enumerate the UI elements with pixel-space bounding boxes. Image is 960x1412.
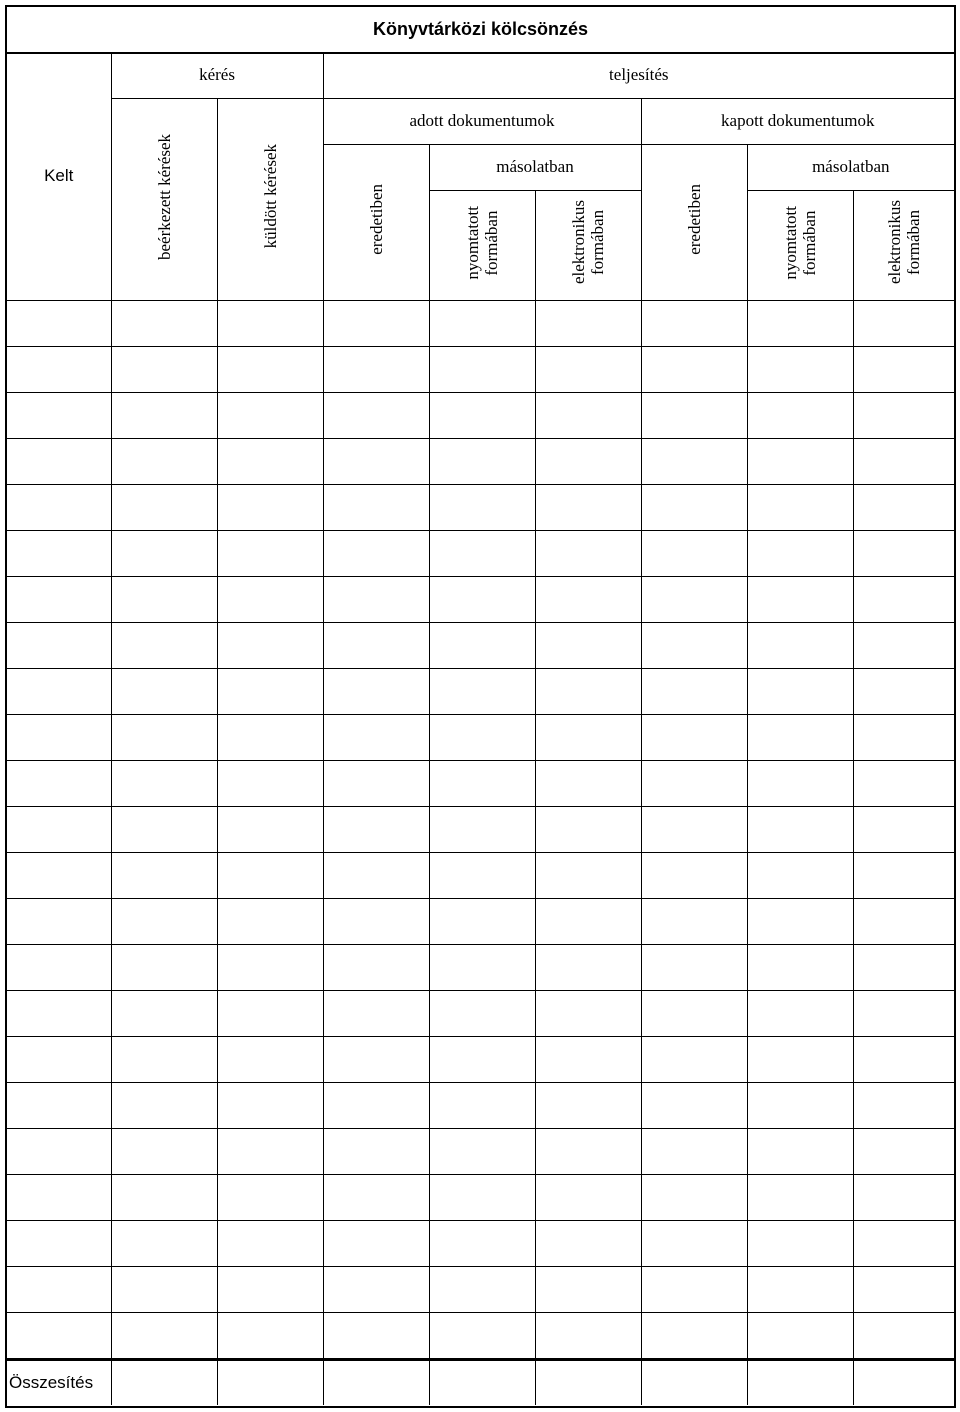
count-cell[interactable] [853, 760, 954, 806]
header-kuldott-label: küldött kérések [260, 144, 280, 249]
summary-cell[interactable] [535, 1359, 641, 1405]
count-cell[interactable] [853, 1174, 954, 1220]
label-line: formában [588, 209, 607, 276]
count-cell[interactable] [429, 392, 535, 438]
count-cell[interactable] [747, 990, 853, 1036]
count-cell[interactable] [747, 760, 853, 806]
count-cell[interactable] [217, 990, 323, 1036]
count-cell[interactable] [747, 1312, 853, 1359]
count-cell[interactable] [535, 1128, 641, 1174]
count-cell[interactable] [853, 714, 954, 760]
count-cell[interactable] [323, 300, 429, 346]
table-row [7, 346, 954, 392]
count-cell[interactable] [747, 300, 853, 346]
count-cell[interactable] [535, 1036, 641, 1082]
count-cell[interactable] [747, 898, 853, 944]
date-cell[interactable] [7, 300, 111, 346]
count-cell[interactable] [217, 898, 323, 944]
table-row [7, 760, 954, 806]
header-teljesites: teljesítés [323, 52, 954, 98]
summary-row [7, 1359, 954, 1405]
count-cell[interactable] [853, 438, 954, 484]
count-cell[interactable] [535, 990, 641, 1036]
header-elektronikus-adott [535, 190, 641, 300]
count-cell[interactable] [535, 944, 641, 990]
count-cell[interactable] [323, 484, 429, 530]
count-cell[interactable] [535, 1174, 641, 1220]
count-cell[interactable] [747, 1082, 853, 1128]
count-cell[interactable] [641, 530, 747, 576]
count-cell[interactable] [217, 668, 323, 714]
count-cell[interactable] [429, 1082, 535, 1128]
count-cell[interactable] [641, 346, 747, 392]
count-cell[interactable] [429, 760, 535, 806]
header-beerkezett-label: beérkezett kérések [154, 133, 174, 260]
label-line: formában [482, 209, 501, 276]
table-row [7, 806, 954, 852]
table-row [7, 1266, 954, 1312]
count-cell[interactable] [535, 530, 641, 576]
count-cell[interactable] [111, 1220, 217, 1266]
count-cell[interactable] [323, 1128, 429, 1174]
date-cell[interactable] [7, 438, 111, 484]
count-cell[interactable] [217, 1220, 323, 1266]
count-cell[interactable] [535, 760, 641, 806]
count-cell[interactable] [323, 1312, 429, 1359]
label-line: elektronikus [569, 200, 588, 285]
count-cell[interactable] [747, 668, 853, 714]
table-row [7, 438, 954, 484]
summary-cell[interactable] [853, 1359, 954, 1405]
header-nyomtatott-adott [429, 190, 535, 300]
count-cell[interactable] [111, 576, 217, 622]
table-row [7, 300, 954, 346]
count-cell[interactable] [853, 898, 954, 944]
date-cell[interactable] [7, 990, 111, 1036]
count-cell[interactable] [535, 438, 641, 484]
count-cell[interactable] [853, 392, 954, 438]
count-cell[interactable] [747, 346, 853, 392]
count-cell[interactable] [323, 622, 429, 668]
header-eredetiben-kapott [641, 144, 747, 300]
count-cell[interactable] [535, 576, 641, 622]
count-cell[interactable] [535, 1082, 641, 1128]
count-cell[interactable] [429, 300, 535, 346]
summary-cell[interactable] [323, 1359, 429, 1405]
count-cell[interactable] [111, 714, 217, 760]
header-kelt: Kelt [7, 52, 111, 300]
count-cell[interactable] [111, 1312, 217, 1359]
count-cell[interactable] [429, 852, 535, 898]
count-cell[interactable] [323, 944, 429, 990]
count-cell[interactable] [641, 668, 747, 714]
count-cell[interactable] [853, 622, 954, 668]
count-cell[interactable] [429, 1266, 535, 1312]
count-cell[interactable] [641, 1220, 747, 1266]
count-cell[interactable] [217, 1128, 323, 1174]
count-cell[interactable] [641, 806, 747, 852]
table-row [7, 484, 954, 530]
count-cell[interactable] [853, 852, 954, 898]
count-cell[interactable] [429, 1220, 535, 1266]
count-cell[interactable] [641, 392, 747, 438]
header-nyomtatott-kapott [747, 190, 853, 300]
count-cell[interactable] [111, 1082, 217, 1128]
date-cell[interactable] [7, 1266, 111, 1312]
table-row [7, 944, 954, 990]
count-cell[interactable] [853, 990, 954, 1036]
count-cell[interactable] [641, 622, 747, 668]
count-cell[interactable] [641, 714, 747, 760]
table-row [7, 392, 954, 438]
count-cell[interactable] [323, 990, 429, 1036]
summary-cell[interactable] [429, 1359, 535, 1405]
count-cell[interactable] [747, 714, 853, 760]
count-cell[interactable] [217, 1174, 323, 1220]
count-cell[interactable] [217, 1082, 323, 1128]
count-cell[interactable] [217, 806, 323, 852]
table-row [7, 576, 954, 622]
count-cell[interactable] [641, 898, 747, 944]
count-cell[interactable] [111, 990, 217, 1036]
count-cell[interactable] [747, 576, 853, 622]
count-cell[interactable] [323, 714, 429, 760]
count-cell[interactable] [535, 484, 641, 530]
header-elektronikus-kapott-label [885, 200, 923, 284]
count-cell[interactable] [323, 852, 429, 898]
count-cell[interactable] [535, 346, 641, 392]
header-masolatban-adott: másolatban [429, 144, 641, 190]
count-cell[interactable] [747, 530, 853, 576]
count-cell[interactable] [111, 438, 217, 484]
count-cell[interactable] [217, 1266, 323, 1312]
summary-cell[interactable] [111, 1359, 217, 1405]
table-row [7, 898, 954, 944]
count-cell[interactable] [747, 806, 853, 852]
count-cell[interactable] [641, 990, 747, 1036]
count-cell[interactable] [747, 484, 853, 530]
count-cell[interactable] [217, 346, 323, 392]
table-row [7, 990, 954, 1036]
count-cell[interactable] [853, 806, 954, 852]
count-cell[interactable] [535, 1312, 641, 1359]
summary-cell[interactable] [641, 1359, 747, 1405]
count-cell[interactable] [111, 1128, 217, 1174]
count-cell[interactable] [853, 530, 954, 576]
header-adott: adott dokumentumok [323, 98, 641, 144]
summary-cell[interactable] [217, 1359, 323, 1405]
count-cell[interactable] [217, 622, 323, 668]
count-cell[interactable] [429, 1312, 535, 1359]
count-cell[interactable] [323, 898, 429, 944]
date-cell[interactable] [7, 346, 111, 392]
count-cell[interactable] [853, 484, 954, 530]
summary-label: Összesítés [7, 1359, 111, 1405]
count-cell[interactable] [429, 484, 535, 530]
count-cell[interactable] [323, 1220, 429, 1266]
count-cell[interactable] [535, 668, 641, 714]
count-cell[interactable] [853, 300, 954, 346]
count-cell[interactable] [429, 1036, 535, 1082]
lending-table [7, 52, 954, 1405]
count-cell[interactable] [323, 1036, 429, 1082]
count-cell[interactable] [323, 576, 429, 622]
count-cell[interactable] [111, 346, 217, 392]
count-cell[interactable] [535, 898, 641, 944]
count-cell[interactable] [429, 944, 535, 990]
count-cell[interactable] [747, 392, 853, 438]
count-cell[interactable] [429, 714, 535, 760]
count-cell[interactable] [747, 1220, 853, 1266]
count-cell[interactable] [747, 944, 853, 990]
count-cell[interactable] [217, 300, 323, 346]
count-cell[interactable] [429, 530, 535, 576]
count-cell[interactable] [641, 438, 747, 484]
count-cell[interactable] [217, 530, 323, 576]
header-nyomtatott-adott-label [463, 206, 501, 280]
count-cell[interactable] [323, 438, 429, 484]
count-cell[interactable] [535, 300, 641, 346]
count-cell[interactable] [111, 530, 217, 576]
date-cell[interactable] [7, 944, 111, 990]
header-kuldott [217, 98, 323, 300]
label-line: formában [800, 209, 819, 276]
table-row [7, 530, 954, 576]
lending-form [5, 5, 956, 1408]
count-cell[interactable] [429, 438, 535, 484]
count-cell[interactable] [853, 944, 954, 990]
table-row [7, 714, 954, 760]
count-cell[interactable] [853, 576, 954, 622]
count-cell[interactable] [111, 1036, 217, 1082]
count-cell[interactable] [111, 1266, 217, 1312]
table-row [7, 1220, 954, 1266]
count-cell[interactable] [323, 1266, 429, 1312]
count-cell[interactable] [853, 346, 954, 392]
count-cell[interactable] [217, 714, 323, 760]
date-cell[interactable] [7, 484, 111, 530]
label-line: nyomtatott [463, 205, 482, 280]
count-cell[interactable] [853, 1266, 954, 1312]
count-cell[interactable] [641, 300, 747, 346]
count-cell[interactable] [429, 668, 535, 714]
header-masolatban-kapott: másolatban [747, 144, 954, 190]
count-cell[interactable] [429, 990, 535, 1036]
count-cell[interactable] [111, 484, 217, 530]
date-cell[interactable] [7, 760, 111, 806]
date-cell[interactable] [7, 576, 111, 622]
table-row [7, 1128, 954, 1174]
count-cell[interactable] [641, 760, 747, 806]
header-elektronikus-adott-label [569, 200, 607, 284]
label-line: elektronikus [884, 200, 904, 285]
count-cell[interactable] [111, 852, 217, 898]
count-cell[interactable] [641, 852, 747, 898]
count-cell[interactable] [535, 1266, 641, 1312]
count-cell[interactable] [111, 944, 217, 990]
date-cell[interactable] [7, 1312, 111, 1359]
count-cell[interactable] [323, 346, 429, 392]
count-cell[interactable] [853, 1082, 954, 1128]
count-cell[interactable] [323, 1174, 429, 1220]
label-line: nyomtatott [781, 205, 800, 280]
form-title: Könyvtárközi kölcsönzés [7, 7, 954, 54]
header-elektronikus-kapott [853, 190, 954, 300]
count-cell[interactable] [641, 1082, 747, 1128]
date-cell[interactable] [7, 1082, 111, 1128]
count-cell[interactable] [217, 760, 323, 806]
count-cell[interactable] [641, 1036, 747, 1082]
table-row [7, 1174, 954, 1220]
count-cell[interactable] [429, 898, 535, 944]
count-cell[interactable] [429, 806, 535, 852]
count-cell[interactable] [747, 1128, 853, 1174]
date-cell[interactable] [7, 806, 111, 852]
count-cell[interactable] [111, 300, 217, 346]
count-cell[interactable] [323, 806, 429, 852]
count-cell[interactable] [535, 714, 641, 760]
count-cell[interactable] [323, 530, 429, 576]
date-cell[interactable] [7, 898, 111, 944]
count-cell[interactable] [429, 1128, 535, 1174]
count-cell[interactable] [323, 760, 429, 806]
date-cell[interactable] [7, 1036, 111, 1082]
count-cell[interactable] [853, 1220, 954, 1266]
count-cell[interactable] [217, 438, 323, 484]
date-cell[interactable] [7, 852, 111, 898]
date-cell[interactable] [7, 1174, 111, 1220]
table-row [7, 668, 954, 714]
count-cell[interactable] [535, 852, 641, 898]
date-cell[interactable] [7, 530, 111, 576]
count-cell[interactable] [217, 944, 323, 990]
header-beerkezett [111, 98, 217, 300]
count-cell[interactable] [535, 622, 641, 668]
count-cell[interactable] [217, 484, 323, 530]
count-cell[interactable] [217, 852, 323, 898]
header-nyomtatott-kapott-label [781, 206, 819, 280]
count-cell[interactable] [853, 1312, 954, 1359]
date-cell[interactable] [7, 1220, 111, 1266]
count-cell[interactable] [641, 484, 747, 530]
count-cell[interactable] [111, 392, 217, 438]
count-cell[interactable] [535, 392, 641, 438]
count-cell[interactable] [111, 898, 217, 944]
header-keres: kérés [111, 52, 323, 98]
count-cell[interactable] [641, 1128, 747, 1174]
count-cell[interactable] [535, 1220, 641, 1266]
count-cell[interactable] [641, 1174, 747, 1220]
count-cell[interactable] [747, 1266, 853, 1312]
count-cell[interactable] [323, 1082, 429, 1128]
count-cell[interactable] [429, 346, 535, 392]
count-cell[interactable] [747, 852, 853, 898]
table-row [7, 1036, 954, 1082]
header-eredetiben-adott [323, 144, 429, 300]
count-cell[interactable] [429, 576, 535, 622]
table-row [7, 1082, 954, 1128]
header-eredetiben-kapott-label: eredetiben [684, 184, 704, 255]
count-cell[interactable] [323, 392, 429, 438]
table-row [7, 852, 954, 898]
header-eredetiben-adott-label: eredetiben [366, 184, 386, 255]
count-cell[interactable] [217, 1312, 323, 1359]
label-line: formában [903, 209, 923, 276]
summary-cell[interactable] [747, 1359, 853, 1405]
count-cell[interactable] [747, 1174, 853, 1220]
count-cell[interactable] [853, 1036, 954, 1082]
count-cell[interactable] [641, 1266, 747, 1312]
count-cell[interactable] [217, 576, 323, 622]
count-cell[interactable] [853, 1128, 954, 1174]
count-cell[interactable] [535, 806, 641, 852]
count-cell[interactable] [747, 622, 853, 668]
entry-rows [7, 300, 954, 1359]
count-cell[interactable] [111, 622, 217, 668]
date-cell[interactable] [7, 668, 111, 714]
table-row [7, 622, 954, 668]
count-cell[interactable] [111, 806, 217, 852]
count-cell[interactable] [429, 1174, 535, 1220]
count-cell[interactable] [217, 392, 323, 438]
count-cell[interactable] [111, 760, 217, 806]
count-cell[interactable] [747, 1036, 853, 1082]
date-cell[interactable] [7, 1128, 111, 1174]
count-cell[interactable] [217, 1036, 323, 1082]
table-row [7, 1312, 954, 1359]
count-cell[interactable] [111, 668, 217, 714]
count-cell[interactable] [429, 622, 535, 668]
count-cell[interactable] [323, 668, 429, 714]
count-cell[interactable] [641, 944, 747, 990]
count-cell[interactable] [641, 576, 747, 622]
count-cell[interactable] [641, 1312, 747, 1359]
date-cell[interactable] [7, 392, 111, 438]
header-kapott: kapott dokumentumok [641, 98, 954, 144]
date-cell[interactable] [7, 714, 111, 760]
date-cell[interactable] [7, 622, 111, 668]
count-cell[interactable] [747, 438, 853, 484]
count-cell[interactable] [853, 668, 954, 714]
count-cell[interactable] [111, 1174, 217, 1220]
